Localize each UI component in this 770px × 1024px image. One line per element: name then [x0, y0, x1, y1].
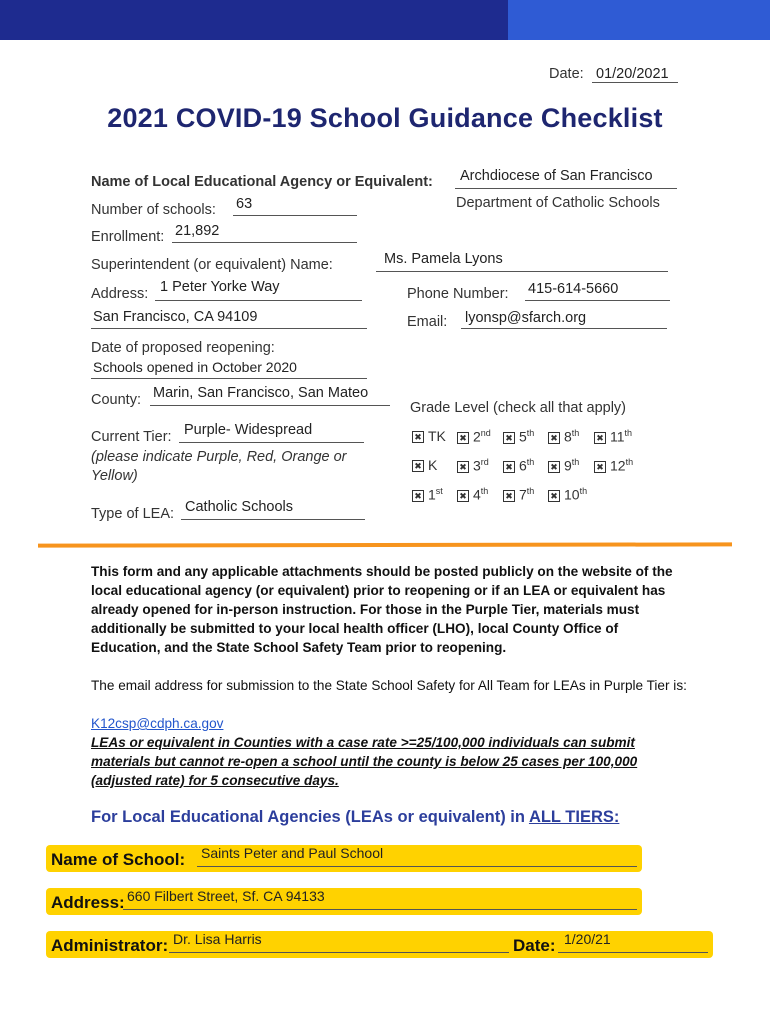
grade-12-suffix: th [625, 457, 634, 467]
checkbox-checked[interactable]: ✖ [457, 432, 469, 444]
grade-10[interactable] [548, 486, 587, 503]
checkbox-checked[interactable]: ✖ [457, 461, 469, 473]
email-label: Email: [407, 314, 448, 330]
address-value-2: San Francisco, CA 94109 [93, 309, 258, 325]
tier-value: Purple- Widespread [184, 422, 313, 438]
grade-3[interactable] [457, 457, 489, 474]
notice-text: This form and any applicable attachments should be posted publicly on the website of the local educational agency (or equivalent) prior to reopening or if an LEA or equivalent has already opened for in-person instruction. For those in the Purple Tier, materials must additionally be submitted to your local health officer (LHO), local County Office of Education, and the State School Safety Team prior to reopening. [91, 564, 673, 655]
admin-date-label: Date: [513, 936, 556, 955]
grade-2-suffix: nd [480, 428, 491, 438]
reopen-label: Date of proposed reopening: [91, 340, 275, 356]
school-address-value[interactable]: 660 Filbert Street, Sf. CA 94133 [127, 888, 325, 904]
grade-2[interactable] [457, 428, 491, 445]
checkbox-checked[interactable]: ✖ [594, 432, 606, 444]
checkbox-checked[interactable]: ✖ [548, 490, 560, 502]
lea-type-label: Type of LEA: [91, 506, 175, 522]
grade-4-label: 4 [473, 486, 481, 503]
email-line [461, 328, 667, 329]
grade-3-label: 3 [473, 457, 481, 474]
grade-9-label: 9 [564, 457, 572, 474]
superintendent-line [376, 271, 668, 272]
enrollment-label: Enrollment: [91, 229, 165, 245]
grade-4-suffix: th [480, 486, 489, 496]
phone-line [525, 300, 670, 301]
grade-11-suffix: th [624, 428, 633, 438]
school-name-line [197, 866, 637, 867]
tier-label: Current Tier: [91, 429, 172, 445]
all-tiers-heading [91, 808, 619, 827]
administrator-line [169, 952, 509, 953]
school-name-label: Name of School: [51, 850, 186, 869]
schools-value: 63 [236, 196, 253, 212]
school-name-value[interactable]: Saints Peter and Paul School [201, 845, 384, 861]
county-value: Marin, San Francisco, San Mateo [153, 385, 369, 401]
grade-2-label: 2 [473, 428, 481, 445]
section-divider [38, 542, 732, 547]
date-label: Date: [549, 66, 584, 82]
grade-5-suffix: th [526, 428, 535, 438]
schools-line [233, 215, 357, 216]
school-address-label: Address: [51, 893, 125, 912]
heading-emphasis: ALL TIERS: [528, 808, 620, 826]
grade-4[interactable] [457, 486, 488, 503]
schools-label: Number of schools: [91, 202, 216, 218]
lea-type-value: Catholic Schools [185, 499, 293, 515]
case-rate-notice: LEAs or equivalent in Counties with a case rate >=25/100,000 individuals can submit materials but cannot re-open a school until the county is below 25 cases per 100,000 (adjusted rate) for 5 consecutive days. [91, 735, 638, 788]
date-line [592, 82, 678, 83]
reopen-value: Schools opened in October 2020 [93, 359, 297, 375]
grade-9[interactable] [548, 457, 579, 474]
enrollment-line [172, 242, 357, 243]
grade-8[interactable] [548, 428, 579, 445]
grade-11-label: 11 [610, 428, 625, 445]
grade-5[interactable] [503, 428, 534, 445]
school-address-line [123, 909, 637, 910]
grade-7[interactable] [503, 486, 534, 503]
grade-5-label: 5 [519, 428, 527, 445]
superintendent-label: Superintendent (or equivalent) Name: [91, 257, 333, 273]
reopen-line [91, 378, 367, 379]
checkbox-checked[interactable]: ✖ [503, 432, 515, 444]
address-value: 1 Peter Yorke Way [160, 279, 280, 295]
tier-line [179, 442, 364, 443]
page-title: 2021 COVID-19 School Guidance Checklist [107, 103, 663, 133]
checkbox-checked[interactable]: ✖ [503, 490, 515, 502]
enrollment-value: 21,892 [175, 223, 220, 239]
phone-value: 415-614-5660 [528, 281, 619, 297]
grade-7-label: 7 [519, 486, 527, 503]
address-line-2 [91, 328, 367, 329]
submission-email-text: The email address for submission to the State School Safety for All Team for LEAs in Purple Tier is: [91, 678, 687, 693]
grade-8-label: 8 [564, 428, 572, 445]
grade-12[interactable] [594, 457, 633, 474]
grade-6-label: 6 [519, 457, 527, 474]
checkbox-checked[interactable]: ✖ [412, 490, 424, 502]
grade-tk[interactable] [412, 428, 446, 444]
grade-8-suffix: th [571, 428, 580, 438]
grade-11[interactable] [594, 428, 632, 445]
grade-1-suffix: st [435, 486, 443, 496]
grade-12-label: 12 [610, 457, 626, 474]
grade-k[interactable] [412, 457, 437, 473]
agency-line [455, 188, 677, 189]
checkbox-checked[interactable]: ✖ [412, 460, 424, 472]
address-line [155, 300, 362, 301]
county-line [150, 405, 390, 406]
checkbox-checked[interactable]: ✖ [412, 431, 424, 443]
grade-tk-label: TK [428, 428, 446, 444]
submission-email-link[interactable]: K12csp@cdph.ca.gov [91, 716, 224, 731]
county-label: County: [91, 392, 141, 408]
grade-7-suffix: th [526, 486, 535, 496]
header-bar-accent [508, 0, 770, 40]
checkbox-checked[interactable]: ✖ [503, 461, 515, 473]
grade-10-label: 10 [564, 486, 580, 503]
administrator-value[interactable]: Dr. Lisa Harris [173, 931, 262, 947]
checkbox-checked[interactable]: ✖ [594, 461, 606, 473]
grade-3-suffix: rd [480, 457, 489, 467]
tier-hint: (please indicate Purple, Red, Orange or Yellow) [91, 449, 347, 484]
email-value: lyonsp@sfarch.org [465, 310, 587, 326]
agency-label: Name of Local Educational Agency or Equivalent: [91, 174, 433, 190]
agency-value-2: Department of Catholic Schools [456, 195, 660, 211]
lea-type-line [181, 519, 365, 520]
checkbox-checked[interactable]: ✖ [548, 461, 560, 473]
grade-level-label: Grade Level (check all that apply) [410, 400, 626, 416]
admin-date-line [558, 952, 708, 953]
checkbox-checked[interactable]: ✖ [457, 490, 469, 502]
grade-1[interactable] [412, 486, 443, 503]
grade-10-suffix: th [579, 486, 588, 496]
grade-1-label: 1 [428, 486, 436, 503]
heading-prefix: For Local Educational Agencies (LEAs or equivalent) in [91, 808, 529, 826]
grade-6-suffix: th [526, 457, 535, 467]
phone-label: Phone Number: [407, 286, 509, 302]
admin-date-value[interactable]: 1/20/21 [564, 931, 611, 947]
superintendent-value: Ms. Pamela Lyons [384, 251, 503, 267]
address-label: Address: [91, 286, 149, 302]
agency-value: Archdiocese of San Francisco [460, 168, 653, 184]
grade-k-label: K [428, 457, 438, 473]
date-value: 01/20/2021 [596, 66, 669, 82]
checkbox-checked[interactable]: ✖ [548, 432, 560, 444]
grade-6[interactable] [503, 457, 534, 474]
grade-9-suffix: th [571, 457, 580, 467]
administrator-label: Administrator: [51, 936, 169, 955]
